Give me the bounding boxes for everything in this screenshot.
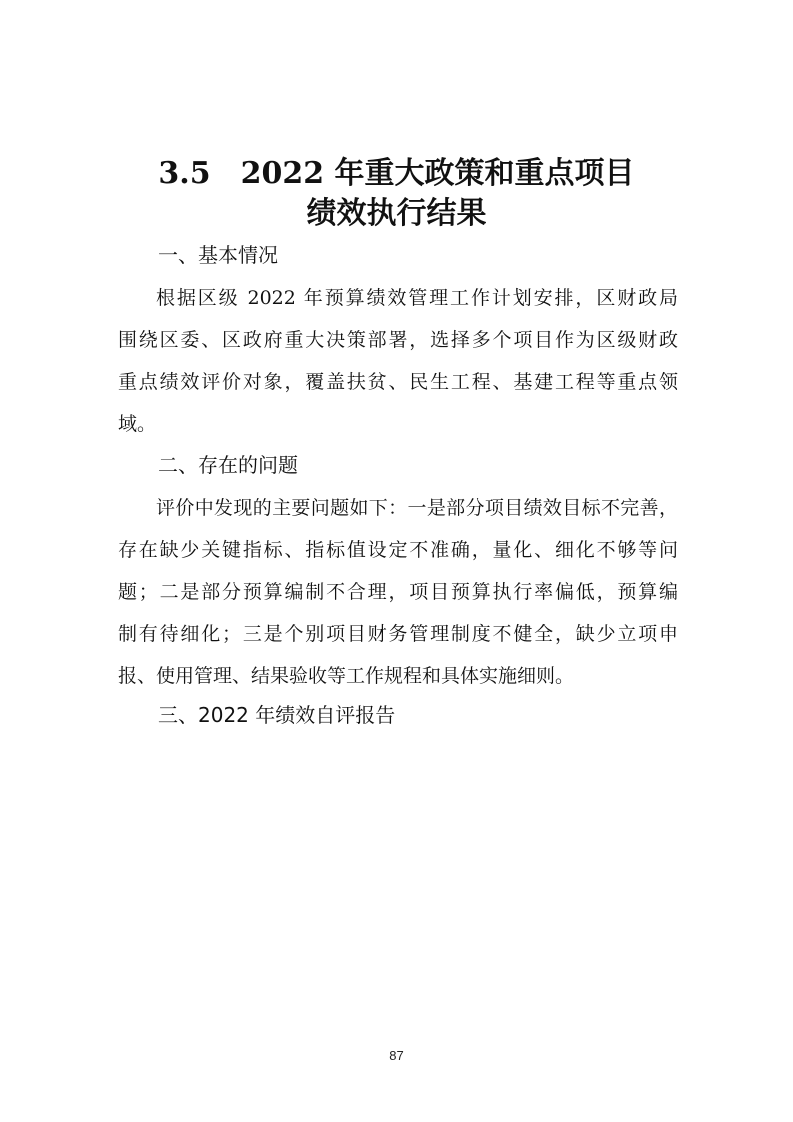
page-number: 87 (389, 1048, 404, 1063)
section-paragraph-problems (118, 487, 678, 697)
paragraph-line: 围绕区委、区政府重大决策部署，选择多个项目作为区级财政 (118, 329, 678, 351)
paragraph-line: 存在缺少关键指标、指标值设定不准确，量化、细化不够等问 (118, 539, 678, 561)
section-heading-self-evaluation: 三、2022 年绩效自评报告 (158, 703, 396, 727)
section-heading-problems: 二、存在的问题 (158, 453, 298, 477)
section-heading-basic-info: 一、基本情况 (158, 243, 278, 267)
section-paragraph-basic-info (118, 277, 678, 445)
page-title-line-1: 3.5 2022 年重大政策和重点项目 (158, 156, 635, 191)
paragraph-line: 根据区级 2022 年预算绩效管理工作计划安排，区财政局 (156, 287, 678, 309)
paragraph-line: 评价中发现的主要问题如下：一是部分项目绩效目标不完善， (156, 497, 678, 519)
paragraph-line: 制有待细化；三是个别项目财务管理制度不健全，缺少立项申 (118, 623, 678, 645)
paragraph-line: 题；二是部分预算编制不合理，项目预算执行率偏低，预算编 (118, 581, 678, 603)
paragraph-line: 重点绩效评价对象，覆盖扶贫、民生工程、基建工程等重点领 (118, 371, 678, 393)
page-title-line-2: 绩效执行结果 (306, 196, 487, 231)
paragraph-line: 报、使用管理、结果验收等工作规程和具体实施细则。 (118, 665, 575, 687)
paragraph-line: 域。 (118, 413, 157, 435)
